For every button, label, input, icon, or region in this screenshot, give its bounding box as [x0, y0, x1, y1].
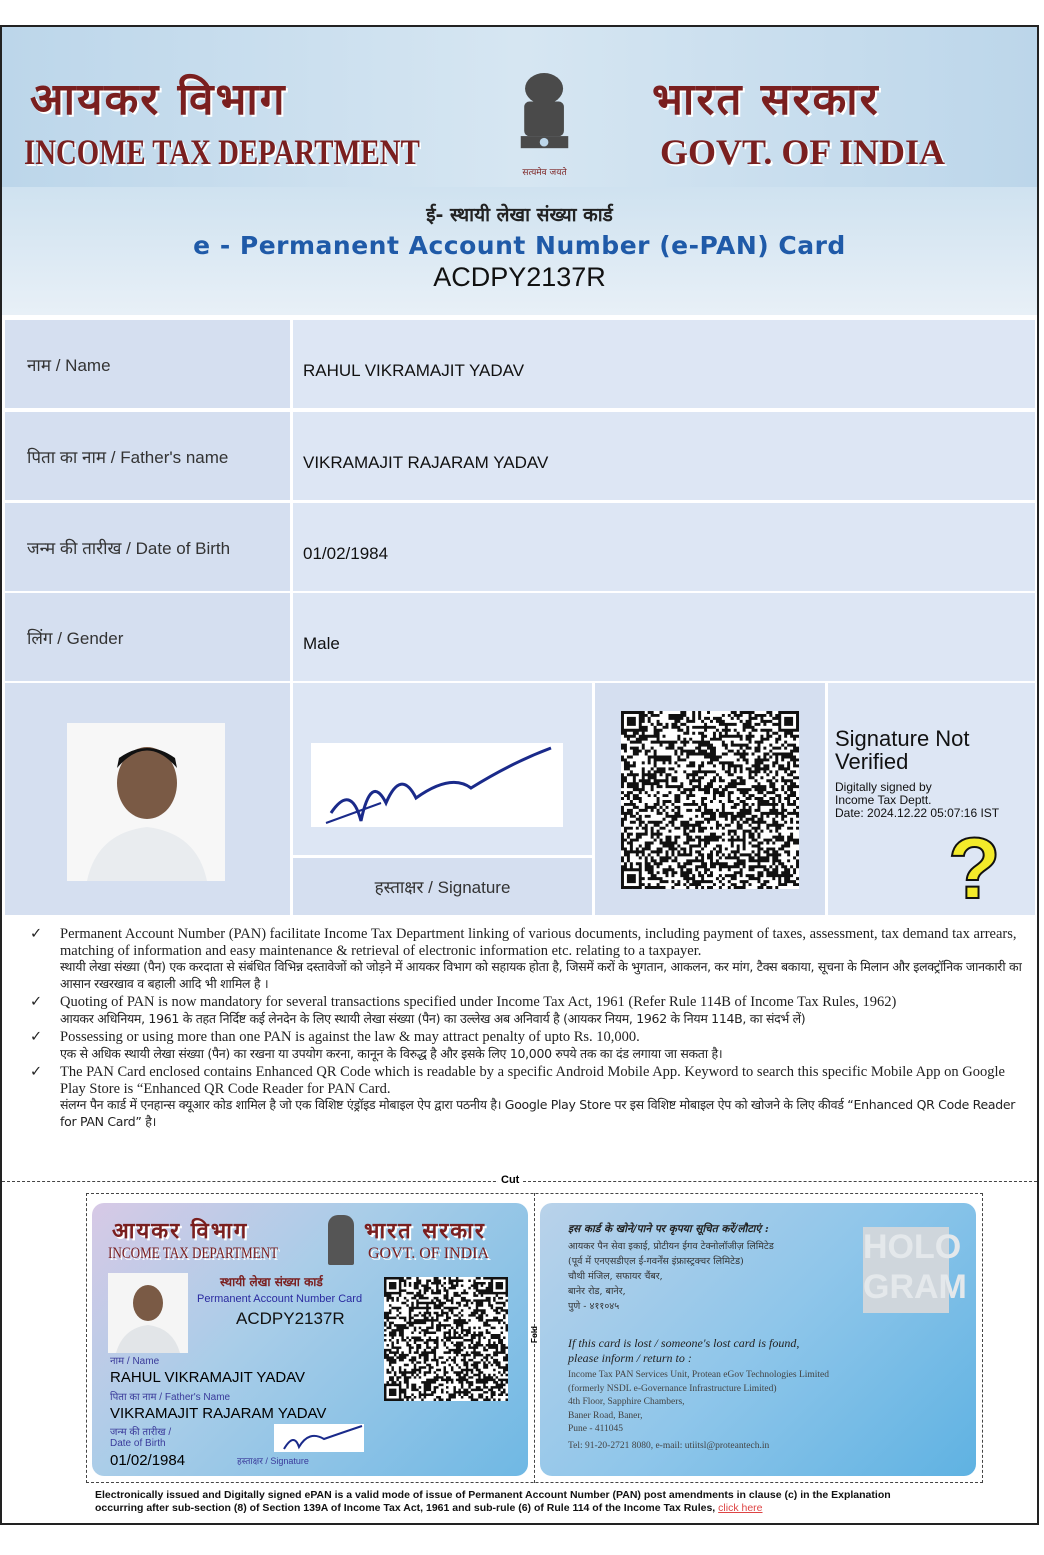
- qr-code: [621, 711, 799, 889]
- signed-by: Digitally signed by: [835, 780, 932, 794]
- front-dob-label: [110, 1427, 171, 1449]
- note-en: ✓ The PAN Card enclosed contains Enhanced QR Code which is readable by a specific Android Mobile App. Keyword to search this specific Mobile App on Google Play Store is “Enhanced QR Code Reader for PAN Card.: [60, 1064, 1005, 1097]
- note-en: ✓ Permanent Account Number (PAN) facilitate Income Tax Department linking of various documents, including payment of taxes, assessment, tax demand tax arrears, matching of information and easy maintenance & retrieval of electronic information etc. relating to a taxpayer.: [60, 926, 1017, 959]
- notes-list: [30, 926, 1025, 1132]
- address-line: आयकर पैन सेवा इकाई, प्रोटीयन ईगव टेक्नोलॉजीज़ लिमिटेड: [568, 1241, 774, 1252]
- front-emblem-icon: [328, 1215, 354, 1265]
- header-band: [2, 27, 1037, 187]
- front-name: RAHUL VIKRAMAJIT YADAV: [110, 1369, 306, 1386]
- back-card: [540, 1203, 976, 1476]
- field-value: RAHUL VIKRAMAJIT YADAV: [293, 320, 1035, 408]
- address-line: Pune - 411045: [568, 1424, 624, 1434]
- signature-label: हस्ताक्षर / Signature: [293, 858, 592, 915]
- note-en: ✓ Possessing or using more than one PAN is against the law & may attract penalty of upto Rs. 10,000.: [60, 1029, 640, 1045]
- address-line: Income Tax PAN Services Unit, Protean eGov Technologies Limited: [568, 1370, 830, 1380]
- front-qr-code: [384, 1277, 508, 1401]
- en-head-2: please inform / return to :: [568, 1351, 692, 1365]
- back-contact: Tel: 91-20-2721 8080, e-mail: utiitsl@proteantech.in: [568, 1441, 770, 1451]
- dob-label-hi: जन्म की तारीख /: [110, 1427, 172, 1438]
- note-item: [30, 994, 1025, 1027]
- signer: Income Tax Deptt.: [835, 793, 932, 807]
- field-label: लिंग / Gender: [5, 593, 290, 681]
- address-line: चौथी मंजिल, सफायर चैंबर,: [568, 1271, 663, 1282]
- dob-label-en: Date of Birth: [110, 1438, 166, 1449]
- front-signature-image: [274, 1424, 364, 1452]
- verification-cell: [828, 683, 1035, 915]
- signature-image: [311, 743, 563, 827]
- field-value: 01/02/1984: [293, 503, 1035, 591]
- national-emblem: [502, 67, 587, 179]
- english-dept: INCOME TAX DEPARTMENT: [24, 132, 420, 172]
- photo-cell: [5, 683, 290, 915]
- photo: [67, 723, 225, 881]
- emblem-motto: सत्यमेव जयते: [522, 168, 567, 178]
- qr-cell: [595, 683, 825, 915]
- footer-text: Electronically issued and Digitally signed ePAN is a valid mode of issue of Permanent Account Number (PAN) post amendments in clause (c) in the Explanation occurring after sub-section (8) of Section 139A of Income Tax Act, 1961 and sub-rule (6) of Rule 114 of the Income Tax Rules,: [95, 1489, 891, 1514]
- hologram-2: GRAM: [863, 1268, 967, 1306]
- back-hi-head: इस कार्ड के खोने/पाने पर कृपया सूचित करें/लौटाएं :: [568, 1223, 769, 1235]
- front-card: [92, 1203, 528, 1476]
- back-en-head: [568, 1336, 799, 1366]
- note-item: [30, 1064, 1025, 1130]
- hologram-1: HOLO: [863, 1228, 962, 1266]
- title-english: e - Permanent Account Number (e-PAN) Card: [193, 231, 846, 260]
- footer-note: [95, 1489, 915, 1515]
- front-sig-label: हस्ताक्षर / Signature: [237, 1456, 309, 1466]
- address-line: पुणे - ४११०४५: [568, 1301, 620, 1312]
- click-here-link[interactable]: click here: [718, 1502, 763, 1514]
- en-head-1: If this card is lost / someone's lost card is found,: [568, 1336, 800, 1350]
- front-pan: ACDPY2137R: [236, 1309, 345, 1328]
- front-hindi-dept: आयकर विभाग: [112, 1218, 249, 1244]
- front-english-dept: INCOME TAX DEPARTMENT: [108, 1245, 279, 1262]
- front-dob: 01/02/1984: [110, 1452, 186, 1469]
- title-hindi: ई- स्थायी लेखा संख्या कार्ड: [426, 204, 613, 226]
- english-govt: GOVT. OF INDIA: [660, 132, 946, 172]
- front-photo: [108, 1273, 188, 1353]
- front-name-label: नाम / Name: [110, 1356, 160, 1367]
- note-hi: एक से अधिक स्थायी लेखा संख्या (पैन) का रखना या उपयोग करना, कानून के विरुद्ध है और इसके लिए 10,000 रुपये तक का दंड लगाया जा सकता है।: [60, 1045, 723, 1061]
- field-value: Male: [293, 593, 1035, 681]
- note-hi: स्थायी लेखा संख्या (पैन) एक करदाता से संबंधित विभिन्न दस्तावेजों को जोड़ने में आयकर विभाग को सहायक होता है, जिसमें करों के भुगतान, आकलन, कर मांग, टैक्स बकाया, सूचना के मिलान और इलक्ट्रॉनिक जानकारी का आसान रखरखाव व बहाली आदि भी शामिल है ।: [60, 959, 1022, 991]
- field-label: पिता का नाम / Father's name: [5, 412, 290, 500]
- field-value: VIKRAMAJIT RAJARAM YADAV: [293, 412, 1035, 500]
- signature-status: Signature Not Verified: [835, 726, 970, 774]
- address-line: 4th Floor, Sapphire Chambers,: [568, 1397, 685, 1407]
- note-en: ✓ Quoting of PAN is now mandatory for several transactions specified under Income Tax Act, 1961 (Refer Rule 114B of Income Tax Rules, 1962): [60, 994, 897, 1010]
- pan-number: ACDPY2137R: [433, 262, 606, 292]
- note-item: [30, 926, 1025, 992]
- front-father-label: पिता का नाम / Father's Name: [110, 1392, 231, 1403]
- question-mark-icon: ?: [948, 821, 1001, 917]
- hindi-govt: भारत सरकार: [652, 74, 880, 125]
- sign-date: Date: 2024.12.22 05:07:16 IST: [835, 806, 1000, 820]
- note-hi: आयकर अधिनियम, 1961 के तहत निर्दिष्ट कई लेनदेन के लिए स्थायी लेखा संख्या (पैन) का उल्लेख अब अनिवार्य है (आयकर नियम, 1962 के नियम 114B, का संदर्भ लें): [60, 1010, 806, 1026]
- address-line: (formerly NSDL e-Governance Infrastructure Limited): [568, 1383, 777, 1394]
- address-line: Baner Road, Baner,: [568, 1410, 643, 1421]
- front-title-en: Permanent Account Number Card: [197, 1293, 363, 1305]
- front-english-govt: GOVT. OF INDIA: [368, 1245, 490, 1262]
- note-hi: संलग्न पैन कार्ड में एनहान्स क्यूआर कोड शामिल है जो एक विशिष्ट एंड्रॉइड मोबाइल ऐप द्वारा पठनीय है। Google Play Store पर इस विशिष्ट मोबाइल ऐप को खोजने के लिए कीवर्ड “Enhanced QR Code Reader for PAN Card” है।: [60, 1097, 1016, 1129]
- field-label: नाम / Name: [5, 320, 290, 408]
- note-item: [30, 1029, 1025, 1062]
- front-father: VIKRAMAJIT RAJARAM YADAV: [110, 1405, 327, 1422]
- front-hindi-govt: भारत सरकार: [364, 1218, 486, 1244]
- national-emblem-icon: [507, 67, 582, 162]
- back-en-address: [568, 1369, 829, 1437]
- address-line: बानेर रोड, बानेर,: [568, 1286, 626, 1297]
- field-label: जन्म की तारीख / Date of Birth: [5, 503, 290, 591]
- front-title-hi: स्थायी लेखा संख्या कार्ड: [220, 1275, 323, 1289]
- fold-label: Fold: [529, 1326, 539, 1343]
- cut-label: Cut: [498, 1174, 522, 1187]
- signature-cell: [293, 683, 592, 855]
- hindi-dept: आयकर विभाग: [30, 74, 287, 125]
- title-band: [2, 187, 1037, 315]
- hologram: [863, 1227, 967, 1313]
- address-line: (पूर्व में एनएसडीएल ई-गवर्नेंस इंफ्रास्ट्रक्चर लिमिटेड): [568, 1256, 744, 1267]
- back-hi-address: [568, 1239, 774, 1314]
